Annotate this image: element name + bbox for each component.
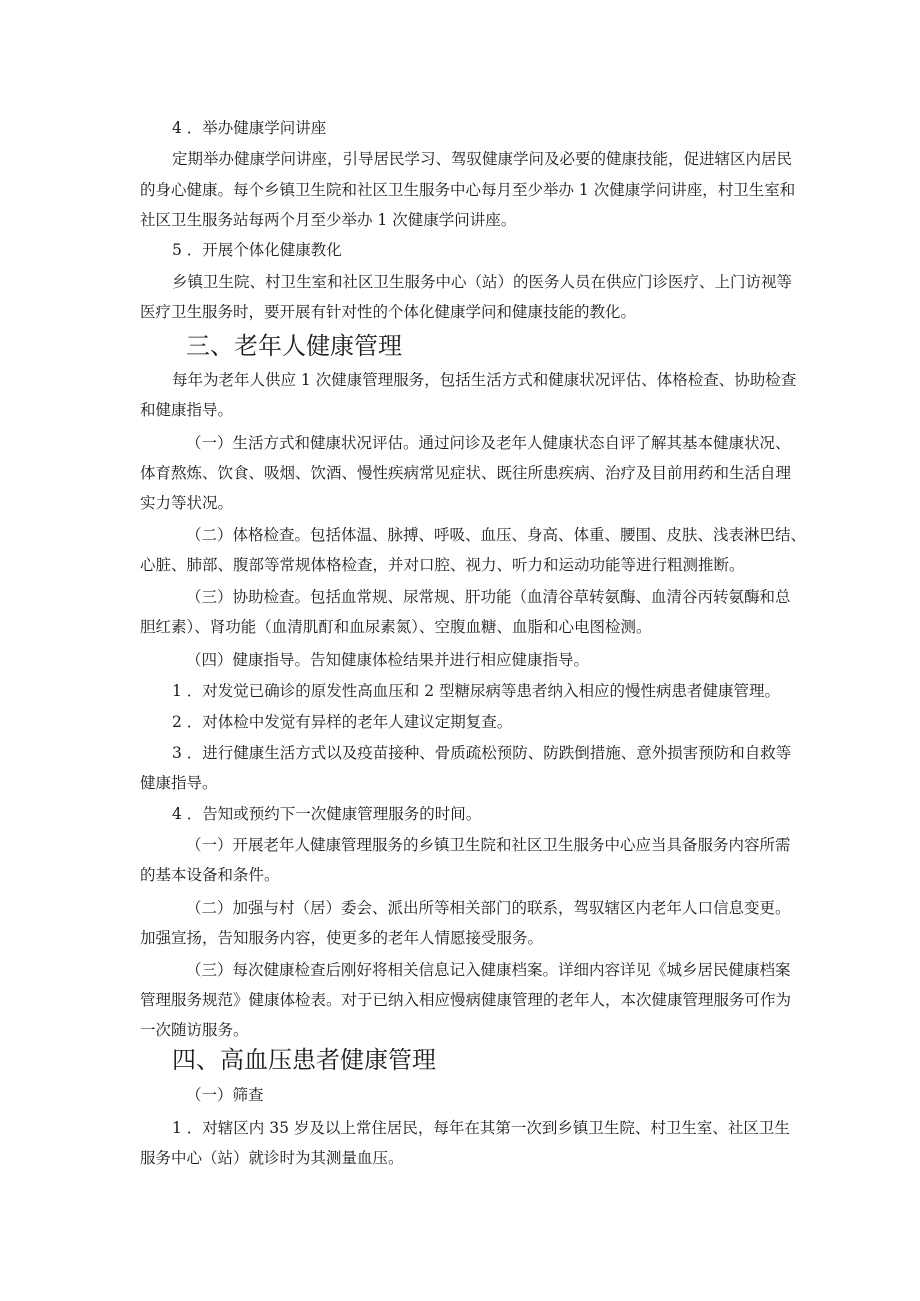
section-3-intro-line: 和健康指导。 <box>140 401 234 419</box>
section-4-title: 四、高血压患者健康管理 <box>172 1046 436 1074</box>
item4-heading: 4 ．举办健康学问讲座 <box>172 119 327 137</box>
section-3-title: 三、老年人健康管理 <box>186 332 402 360</box>
requirement-line: 的基本设备和条件。 <box>140 866 280 884</box>
lifestyle-assessment-line: 体育熬炼、饮食、吸烟、饮酒、慢性疾病常见症状、既往所患疾病、治疗及目前用药和生活自理 <box>140 464 792 482</box>
section-3-intro-line: 每年为老年人供应 1 次健康管理服务，包括生活方式和健康状况评估、体格检查、协助检查 <box>172 371 797 389</box>
physical-exam-line: 心脏、肺部、腹部等常规体格检查，并对口腔、视力、听力和运动功能等进行粗测推断。 <box>140 556 745 574</box>
item4-body-line: 定期举办健康学问讲座，引导居民学习、驾驭健康学问及必要的健康技能，促进辖区内居民 <box>172 150 793 168</box>
lifestyle-assessment-line: 实力等状况。 <box>140 494 234 512</box>
auxiliary-exam-line: （三）协助检查。包括血常规、尿常规、肝功能（血清谷草转氨酶、血清谷丙转氨酶和总 <box>186 588 791 606</box>
item5-body-line: 医疗卫生服务时，要开展有针对性的个体化健康学问和健康技能的教化。 <box>140 303 637 321</box>
guidance-item: 2 ．对体检中发觉有异样的老年人建议定期复查。 <box>172 713 513 731</box>
screening-subheading: （一）筛查 <box>186 1086 264 1104</box>
requirement-line: 一次随访服务。 <box>140 1021 249 1039</box>
guidance-item: 3 ．进行健康生活方式以及疫苗接种、骨质疏松预防、防跌倒措施、意外损害预防和自救等 <box>172 744 792 762</box>
physical-exam-line: （二）体格检查。包括体温、脉搏、呼吸、血压、身高、体重、腰围、皮肤、浅表淋巴结、 <box>186 526 807 544</box>
guidance-item: 4 ．告知或预约下一次健康管理服务的时间。 <box>172 805 482 823</box>
screening-item-line: 服务中心（站）就诊时为其测量血压。 <box>140 1149 404 1167</box>
item5-body-line: 乡镇卫生院、村卫生室和社区卫生服务中心（站）的医务人员在供应门诊医疗、上门访视等 <box>172 273 793 291</box>
lifestyle-assessment-line: （一）生活方式和健康状况评估。通过问诊及老年人健康状态自评了解其基本健康状况、 <box>186 434 791 452</box>
requirement-line: （一）开展老年人健康管理服务的乡镇卫生院和社区卫生服务中心应当具备服务内容所需 <box>186 836 791 854</box>
item4-body-line: 的身心健康。每个乡镇卫生院和社区卫生服务中心每月至少举办 1 次健康学问讲座，村卫生室和 <box>140 181 796 199</box>
item4-body-line: 社区卫生服务站每两个月至少举办 1 次健康学问讲座。 <box>140 211 517 229</box>
requirement-line: （二）加强与村（居）委会、派出所等相关部门的联系，驾驭辖区内老年人口信息变更。 <box>186 899 791 917</box>
guidance-item: 1 ．对发觉已确诊的原发性高血压和 2 型糖尿病等患者纳入相应的慢性病患者健康管理。 <box>172 682 781 700</box>
auxiliary-exam-line: 胆红素）、肾功能（血清肌酊和血尿素氮）、空腹血糖、血脂和心电图检测。 <box>140 618 652 636</box>
screening-item-line: 1 ．对辖区内 35 岁及以上常住居民，每年在其第一次到乡镇卫生院、村卫生室、社区卫生 <box>172 1119 790 1137</box>
requirement-line: （三）每次健康检查后刚好将相关信息记入健康档案。详细内容详见《城乡居民健康档案 <box>186 961 791 979</box>
item5-heading: 5 ．开展个体化健康教化 <box>172 241 342 259</box>
guidance-item: 健康指导。 <box>140 774 218 792</box>
requirement-line: 加强宣扬，告知服务内容，使更多的老年人情愿接受服务。 <box>140 929 544 947</box>
health-guidance-line: （四）健康指导。告知健康体检结果并进行相应健康指导。 <box>186 651 590 669</box>
requirement-line: 管理服务规范》健康体检表。对于已纳入相应慢病健康管理的老年人，本次健康管理服务可作为 <box>140 991 792 1009</box>
